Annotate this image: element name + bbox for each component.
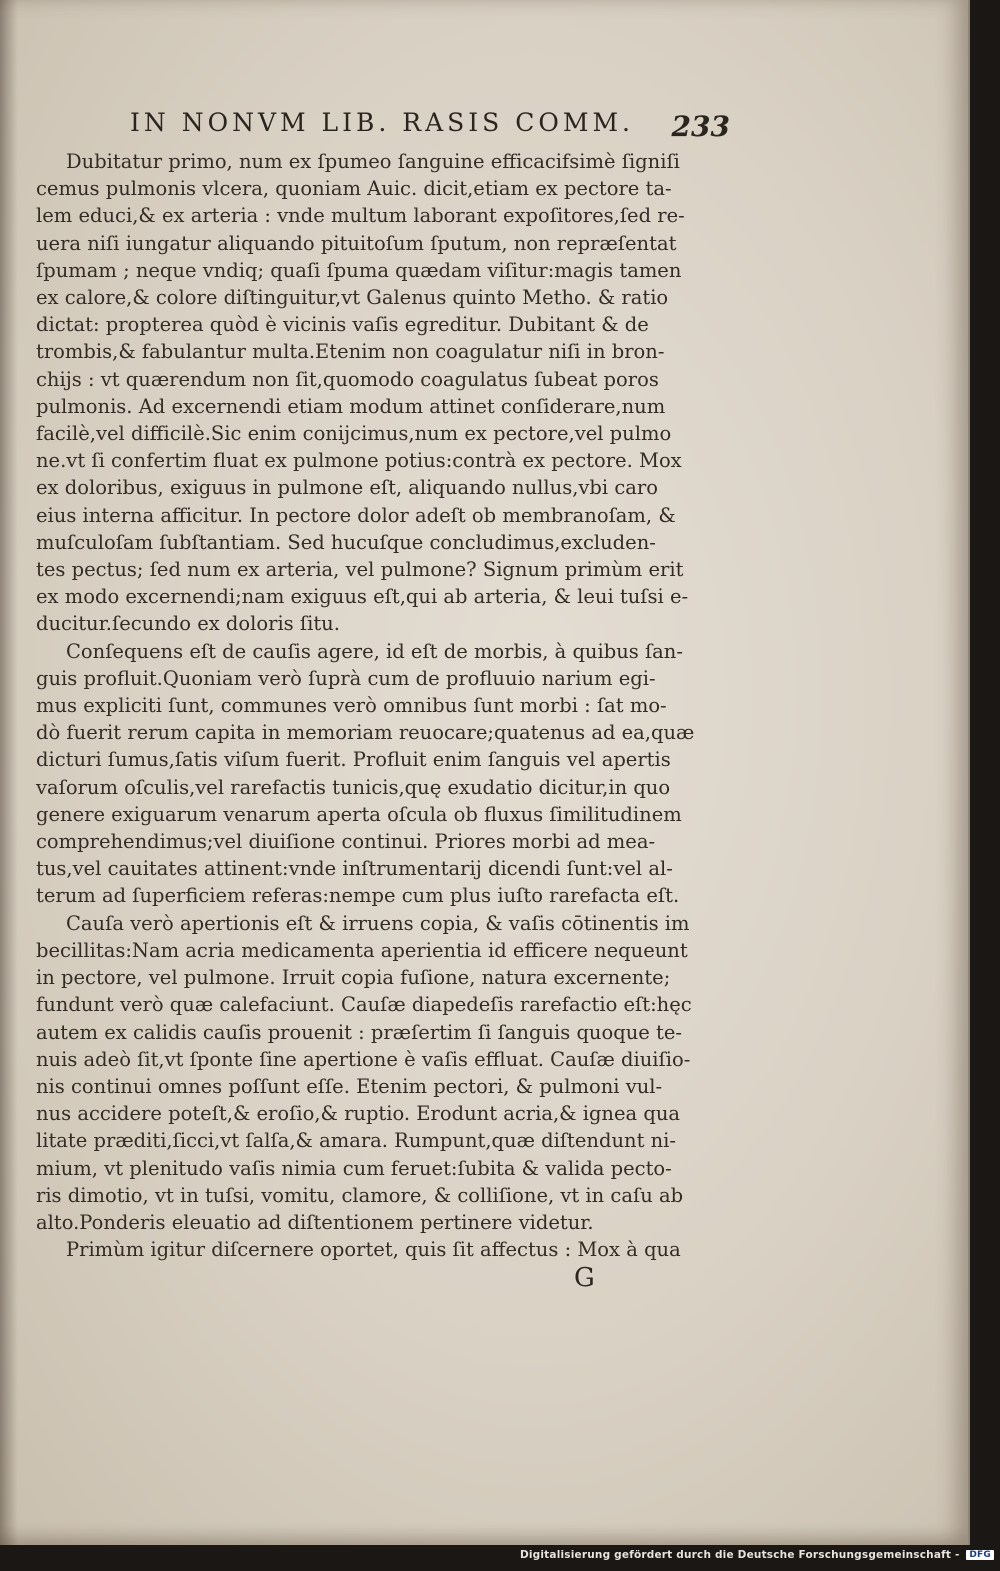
text-line: muſculoſam ſubſtantiam. Sed hucuſque concludimus,excluden- bbox=[36, 530, 656, 554]
text-line: Cauſa verò apertionis eſt & irruens copia, & vaſis cōtinentis im bbox=[66, 911, 690, 935]
text-line: cemus pulmonis vlcera, quoniam Auic. dicit,etiam ex pectore ta- bbox=[36, 177, 672, 201]
running-title: IN NONVM LIB. RASIS COMM. bbox=[130, 108, 635, 137]
text-line: Primùm igitur diſcernere oportet, quis ſit affectus : Mox à qua bbox=[66, 1238, 681, 1262]
text-line: alto.Ponderis eleuatio ad diſtentionem pertinere videtur. bbox=[36, 1210, 594, 1234]
text-line: Dubitatur primo, num ex ſpumeo ſanguine efficacifsimè ſigniſi bbox=[66, 150, 680, 173]
text-line: nuis adeò ſit,vt ſponte ſine apertione è vaſis effluat. Cauſæ diuiſio- bbox=[36, 1047, 691, 1071]
text-line: mus expliciti ſunt, communes verò omnibus ſunt morbi : ſat mo- bbox=[36, 694, 667, 718]
text-line: chijs : vt quærendum non ſit,quomodo coagulatus ſubeat poros bbox=[36, 367, 659, 391]
text-line: pulmonis. Ad excernendi etiam modum attinet conſiderare,num bbox=[36, 394, 666, 418]
text-line: eius interna afficitur. In pectore dolor adeſt ob membranoſam, & bbox=[36, 503, 676, 527]
text-line: ne.vt ſi confertim fluat ex pulmone potius:contrà ex pectore. Mox bbox=[36, 449, 682, 473]
text-line: ex modo excernendi;nam exiguus eſt,qui ab arteria, & leui tuſsi e- bbox=[36, 585, 689, 609]
text-line: ducitur.ſecundo ex doloris ſitu. bbox=[36, 612, 340, 636]
text-line: comprehendimus;vel diuiſione continui. Priores morbi ad mea- bbox=[36, 830, 656, 854]
text-line: tus,vel cauitates attinent:vnde inſtrumentarij dicendi ſunt:vel al- bbox=[36, 857, 673, 881]
signature-mark: G bbox=[574, 1263, 595, 1293]
page-number: 233 bbox=[671, 110, 730, 143]
text-line: guis profluit.Quoniam verò ſuprà cum de profluuio narium egi- bbox=[36, 666, 656, 690]
text-line: dicturi ſumus,ſatis viſum fuerit. Profluit enim ſanguis vel apertis bbox=[36, 748, 671, 772]
text-line: dò fuerit rerum capita in memoriam reuocare;quatenus ad ea,quæ bbox=[36, 721, 695, 745]
text-line: fundunt verò quæ calefaciunt. Cauſæ diapedeſis rarefactio eſt:hęc bbox=[36, 993, 692, 1017]
text-line: trombis,& fabulantur multa.Etenim non coagulatur niſi in bron- bbox=[36, 340, 665, 364]
text-line: facilè,vel difficilè.Sic enim conijcimus,num ex pectore,vel pulmo bbox=[36, 422, 672, 446]
text-line: ex calore,& colore diſtinguitur,vt Galenus quinto Metho. & ratio bbox=[36, 286, 669, 310]
text-line: mium, vt plenitudo vaſis nimia cum feruet:ſubita & valida pecto- bbox=[36, 1156, 672, 1180]
text-line: nus accidere poteſt,& eroſio,& ruptio. Erodunt acria,& ignea qua bbox=[36, 1102, 681, 1126]
digitization-credit bbox=[520, 1549, 994, 1561]
text-line: in pectore, vel pulmone. Irruit copia fuſione, natura excernente; bbox=[36, 966, 671, 990]
body-text bbox=[36, 148, 728, 1263]
text-line: genere exiguarum venarum aperta oſcula ob fluxus ſimilitudinem bbox=[36, 802, 682, 826]
text-line: ex doloribus, exiguus in pulmone eſt, aliquando nullus,vbi caro bbox=[36, 476, 658, 500]
text-line: autem ex calidis cauſis prouenit : præſertim ſi ſanguis quoque te- bbox=[36, 1020, 682, 1044]
text-line: ſpumam ; neque vndiq; quaſi ſpuma quædam viſitur:magis tamen bbox=[36, 258, 682, 282]
text-line: dictat: propterea quòd è vicinis vaſis egreditur. Dubitant & de bbox=[36, 313, 649, 337]
text-line: Conſequens eſt de cauſis agere, id eſt de morbis, à quibus ſan- bbox=[66, 639, 683, 663]
text-line: uera niſi iungatur aliquando pituitoſum ſputum, non repræſentat bbox=[36, 231, 677, 255]
dfg-logo: DFG bbox=[966, 1550, 994, 1560]
text-line: nis continui omnes poſſunt eſſe. Etenim pectori, & pulmoni vul- bbox=[36, 1074, 663, 1098]
text-line: terum ad ſuperficiem referas:nempe cum plus iuſto rarefacta eſt. bbox=[36, 884, 680, 908]
text-line: vaſorum oſculis,vel rarefactis tunicis,quę exudatio dicitur,in quo bbox=[36, 775, 671, 799]
text-line: tes pectus; ſed num ex arteria, vel pulmone? Signum primùm erit bbox=[36, 558, 684, 582]
text-line: becillitas:Nam acria medicamenta aperientia id efficere nequeunt bbox=[36, 938, 688, 962]
text-line: lem educi,& ex arteria : vnde multum laborant expoſitores,ſed re- bbox=[36, 204, 685, 228]
text-line: ris dimotio, vt in tuſsi, vomitu, clamore, & colliſione, vt in caſu ab bbox=[36, 1183, 684, 1207]
credit-text: Digitalisierung gefördert durch die Deutsche Forschungsgemeinschaft - bbox=[519, 1549, 960, 1561]
text-line: litate præditi,ſicci,vt ſalſa,& amara. Rumpunt,quæ diſtendunt ni- bbox=[36, 1129, 677, 1153]
gutter-shadow bbox=[0, 0, 18, 1545]
